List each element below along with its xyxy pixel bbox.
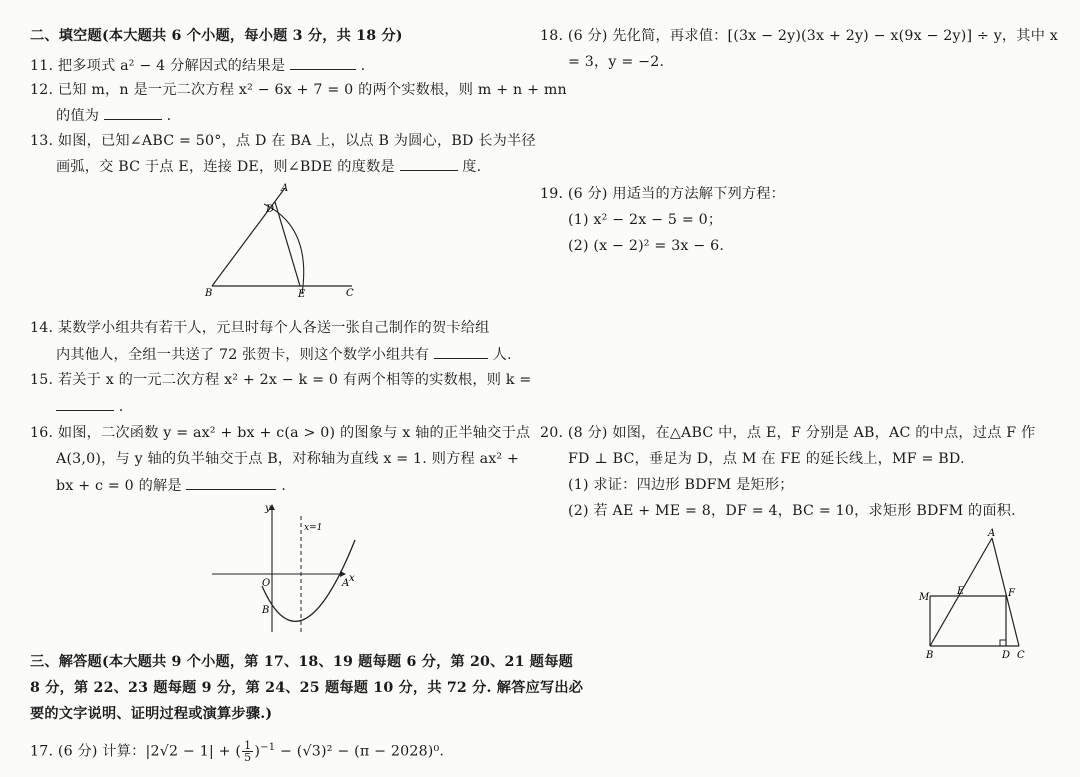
answer-blank-12[interactable]	[104, 105, 162, 120]
question-17-rest: − (√3)² − (π − 2028)⁰.	[275, 743, 445, 760]
question-19-line3: (2) (x − 2)² = 3x − 6.	[568, 238, 725, 254]
label-d: D	[266, 204, 275, 215]
answer-blank-13[interactable]	[400, 156, 458, 171]
question-13-line2	[56, 156, 481, 177]
question-18-line2: = 3，y = −2.	[568, 54, 665, 70]
figure-13-angle-arc	[200, 182, 390, 302]
label-e: E	[957, 586, 965, 597]
question-20-line1: 20. (8 分) 如图，在△ABC 中，点 E，F 分别是 AB，AC 的中点，过点 F 作	[540, 425, 1036, 441]
question-12-line2-text: 的值为	[56, 108, 100, 124]
fraction-numerator: 1	[244, 739, 252, 753]
question-11-text: 11. 把多项式 a² − 4 分解因式的结果是	[30, 58, 286, 74]
question-16-line3-text: bx + c = 0 的解是	[56, 478, 182, 494]
section-2-heading: 二、填空题(本大题共 6 个小题，每小题 3 分，共 18 分)	[30, 28, 403, 44]
question-11-tail: .	[360, 58, 366, 74]
figure-20-rectangle-triangle	[916, 524, 1046, 666]
question-14-tail: 人.	[492, 347, 512, 363]
right-angle-mark	[1000, 640, 1006, 646]
question-12-line2	[56, 105, 171, 126]
exponent: −1	[260, 742, 276, 753]
question-15-line2	[56, 396, 123, 417]
question-13-tail: 度.	[462, 159, 482, 175]
question-14-line2	[56, 344, 512, 365]
question-15-line1: 15. 若关于 x 的一元二次方程 x² + 2x − k = 0 有两个相等的实数根，则 k =	[30, 372, 532, 388]
question-17: 17. (6 分) 计算：|2√2 − 1| + ( $\frac{1}{5}$ )$^{-1}$ − (√3)² − (π − 2028)⁰.	[30, 739, 445, 765]
answer-blank-15[interactable]	[56, 396, 114, 411]
label-b: B	[205, 288, 213, 299]
question-14-line2-text: 内其他人，全组一共送了 72 张贺卡，则这个数学小组共有	[56, 347, 430, 363]
section-3-heading-line1: 三、解答题(本大题共 9 个小题，第 17、18、19 题每题 6 分，第 20、21 题每题	[30, 654, 573, 670]
question-16-line2: A(3,0)，与 y 轴的负半轴交于点 B，对称轴为直线 x = 1. 则方程 ax² +	[56, 451, 520, 467]
question-20-line3: (1) 求证：四边形 BDFM 是矩形；	[568, 477, 794, 493]
label-d: D	[1002, 650, 1011, 661]
label-a: A	[988, 528, 996, 539]
question-19-line1: 19. (6 分) 用适当的方法解下列方程：	[540, 186, 786, 202]
label-m: M	[919, 592, 930, 603]
question-19-line2: (1) x² − 2x − 5 = 0；	[568, 212, 723, 228]
question-20-line4: (2) 若 AE + ME = 8，DF = 4，BC = 10，求矩形 BDFM 的面积.	[568, 503, 1016, 519]
label-axis-x1: x=1	[304, 523, 323, 533]
question-12-line1: 12. 已知 m，n 是一元二次方程 x² − 6x + 7 = 0 的两个实数根，则 m + n + mn	[30, 82, 567, 98]
label-f: F	[1008, 588, 1015, 599]
answer-blank-11[interactable]	[290, 55, 356, 70]
label-o: O	[262, 578, 271, 589]
question-18-line1: 18. (6 分) 先化简，再求值：[(3x − 2y)(3x + 2y) − x(9x − 2y)] ÷ y，其中 x	[540, 28, 1058, 44]
question-15-tail: .	[118, 399, 124, 415]
label-b: B	[262, 605, 270, 616]
label-a: A	[281, 183, 289, 194]
label-b: B	[926, 650, 934, 661]
segment-de	[275, 202, 300, 286]
segment-ba	[212, 188, 285, 286]
label-a: A	[342, 578, 350, 589]
answer-blank-14[interactable]	[434, 344, 488, 359]
label-c: C	[346, 288, 354, 299]
question-16-line1: 16. 如图，二次函数 y = ax² + bx + c(a > 0) 的图象与 x 轴的正半轴交于点	[30, 425, 531, 441]
question-16-tail: .	[281, 478, 286, 494]
question-13-line2-text: 画弧，交 BC 于点 E，连接 DE，则∠BDE 的度数是	[56, 159, 395, 175]
question-13-line1: 13. 如图，已知∠ABC = 50°，点 D 在 BA 上，以点 B 为圆心，BD 长为半径	[30, 133, 536, 149]
label-y: y	[265, 503, 271, 514]
question-12-tail: .	[166, 108, 172, 124]
answer-blank-16[interactable]	[186, 475, 276, 490]
figure-16-parabola	[210, 500, 360, 635]
label-c: C	[1017, 650, 1025, 661]
question-11	[30, 55, 365, 76]
question-20-line2: FD ⊥ BC，垂足为 D，点 M 在 FE 的延长线上，MF = BD.	[568, 451, 965, 467]
section-3-heading-line2: 8 分，第 22、23 题每题 9 分，第 24、25 题每题 10 分，共 72 分. 解答应写出必	[30, 680, 584, 696]
label-e: E	[298, 289, 306, 300]
question-14-line1: 14. 某数学小组共有若干人，元旦时每个人各送一张自己制作的贺卡给组	[30, 320, 490, 336]
label-x: x	[349, 573, 355, 584]
question-16-line3	[56, 475, 286, 496]
question-17-head: 17. (6 分) 计算：|2√2 − 1| + (	[30, 743, 242, 760]
section-3-heading-line3: 要的文字说明、证明过程或演算步骤.)	[30, 706, 273, 722]
fraction-one-fifth	[242, 740, 253, 763]
fraction-denominator: 5	[244, 751, 252, 765]
